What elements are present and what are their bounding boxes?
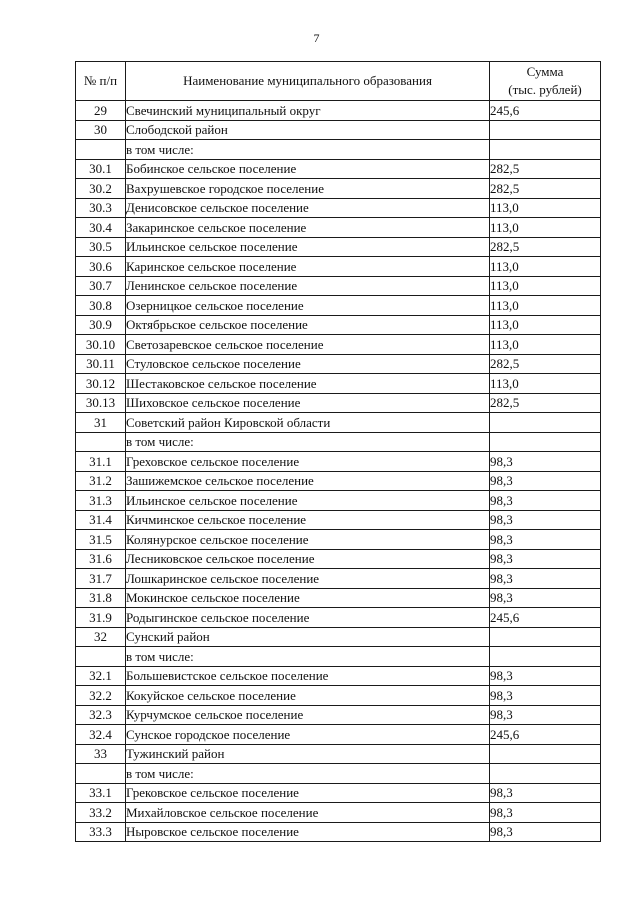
allocation-sum bbox=[490, 120, 601, 140]
row-number: 29 bbox=[76, 101, 126, 121]
municipality-name: Ныровское сельское поселение bbox=[126, 822, 490, 842]
header-sum-title: Сумма bbox=[526, 64, 564, 79]
row-number: 30.9 bbox=[76, 315, 126, 335]
allocation-sum: 113,0 bbox=[490, 218, 601, 238]
table-row bbox=[76, 783, 601, 803]
municipality-name: Озерницкое сельское поселение bbox=[126, 296, 490, 316]
municipality-name: Лошкаринское сельское поселение bbox=[126, 569, 490, 589]
table-row bbox=[76, 257, 601, 277]
row-number: 32.3 bbox=[76, 705, 126, 725]
allocation-sum: 98,3 bbox=[490, 549, 601, 569]
row-number: 33.3 bbox=[76, 822, 126, 842]
allocation-sum: 245,6 bbox=[490, 101, 601, 121]
row-number: 30.11 bbox=[76, 354, 126, 374]
allocation-table bbox=[75, 61, 601, 842]
municipality-name: Курчумское сельское поселение bbox=[126, 705, 490, 725]
table-row bbox=[76, 471, 601, 491]
row-number: 31.5 bbox=[76, 530, 126, 550]
municipality-name: Сунское городское поселение bbox=[126, 725, 490, 745]
allocation-sum bbox=[490, 432, 601, 452]
allocation-sum: 98,3 bbox=[490, 471, 601, 491]
row-number bbox=[76, 140, 126, 160]
row-number: 30.3 bbox=[76, 198, 126, 218]
allocation-sum: 282,5 bbox=[490, 237, 601, 257]
municipality-name: Кичминское сельское поселение bbox=[126, 510, 490, 530]
row-number: 31 bbox=[76, 413, 126, 433]
row-number: 31.8 bbox=[76, 588, 126, 608]
municipality-name: Закаринское сельское поселение bbox=[126, 218, 490, 238]
allocation-sum: 98,3 bbox=[490, 803, 601, 823]
municipality-name: Тужинский район bbox=[126, 744, 490, 764]
municipality-name: Ильинское сельское поселение bbox=[126, 491, 490, 511]
row-number: 30.5 bbox=[76, 237, 126, 257]
header-municipality-name: Наименование муниципального образования bbox=[126, 62, 490, 101]
row-number: 31.9 bbox=[76, 608, 126, 628]
allocation-sum: 98,3 bbox=[490, 686, 601, 706]
allocation-sum: 113,0 bbox=[490, 335, 601, 355]
row-number bbox=[76, 432, 126, 452]
allocation-sum bbox=[490, 627, 601, 647]
municipality-name: Бобинское сельское поселение bbox=[126, 159, 490, 179]
table-row bbox=[76, 296, 601, 316]
row-number: 31.7 bbox=[76, 569, 126, 589]
row-number: 32 bbox=[76, 627, 126, 647]
municipality-name: Октябрьское сельское поселение bbox=[126, 315, 490, 335]
allocation-sum: 98,3 bbox=[490, 783, 601, 803]
municipality-name: Денисовское сельское поселение bbox=[126, 198, 490, 218]
municipality-name: Вахрушевское городское поселение bbox=[126, 179, 490, 199]
municipality-name: Грековское сельское поселение bbox=[126, 783, 490, 803]
table-row bbox=[76, 666, 601, 686]
row-number: 30.8 bbox=[76, 296, 126, 316]
row-number: 33.2 bbox=[76, 803, 126, 823]
municipality-name: Свечинский муниципальный округ bbox=[126, 101, 490, 121]
municipality-name: в том числе: bbox=[126, 432, 490, 452]
row-number bbox=[76, 647, 126, 667]
allocation-sum: 282,5 bbox=[490, 179, 601, 199]
table-row bbox=[76, 647, 601, 667]
municipality-name: Кокуйское сельское поселение bbox=[126, 686, 490, 706]
row-number: 32.4 bbox=[76, 725, 126, 745]
table-row bbox=[76, 354, 601, 374]
table-row bbox=[76, 198, 601, 218]
municipality-name: Ильинское сельское поселение bbox=[126, 237, 490, 257]
allocation-sum: 113,0 bbox=[490, 276, 601, 296]
allocation-sum: 113,0 bbox=[490, 257, 601, 277]
row-number: 30.2 bbox=[76, 179, 126, 199]
municipality-name: Советский район Кировской области bbox=[126, 413, 490, 433]
allocation-sum: 245,6 bbox=[490, 725, 601, 745]
row-number: 30 bbox=[76, 120, 126, 140]
row-number: 30.13 bbox=[76, 393, 126, 413]
municipality-name: Греховское сельское поселение bbox=[126, 452, 490, 472]
row-number: 30.4 bbox=[76, 218, 126, 238]
municipality-name: Светозаревское сельское поселение bbox=[126, 335, 490, 355]
table-row bbox=[76, 608, 601, 628]
table-row bbox=[76, 705, 601, 725]
table-row bbox=[76, 315, 601, 335]
allocation-sum: 98,3 bbox=[490, 510, 601, 530]
table-header-row bbox=[76, 62, 601, 101]
municipality-name: Сунский район bbox=[126, 627, 490, 647]
table-row bbox=[76, 140, 601, 160]
page-number: 7 bbox=[313, 31, 320, 45]
allocation-sum bbox=[490, 764, 601, 784]
row-number: 31.2 bbox=[76, 471, 126, 491]
municipality-name: Зашижемское сельское поселение bbox=[126, 471, 490, 491]
allocation-sum: 113,0 bbox=[490, 198, 601, 218]
table-row bbox=[76, 803, 601, 823]
table-row bbox=[76, 686, 601, 706]
allocation-sum: 113,0 bbox=[490, 374, 601, 394]
allocation-sum: 98,3 bbox=[490, 822, 601, 842]
row-number: 32.1 bbox=[76, 666, 126, 686]
header-sum bbox=[490, 62, 601, 101]
table-row bbox=[76, 413, 601, 433]
allocation-sum: 245,6 bbox=[490, 608, 601, 628]
allocation-sum: 98,3 bbox=[490, 666, 601, 686]
table-row bbox=[76, 725, 601, 745]
municipality-name: Лесниковское сельское поселение bbox=[126, 549, 490, 569]
municipality-name: Каринское сельское поселение bbox=[126, 257, 490, 277]
row-number: 32.2 bbox=[76, 686, 126, 706]
table-row bbox=[76, 101, 601, 121]
municipality-name: в том числе: bbox=[126, 764, 490, 784]
header-number: № п/п bbox=[76, 62, 126, 101]
table-row bbox=[76, 432, 601, 452]
allocation-sum: 282,5 bbox=[490, 354, 601, 374]
municipality-name: Колянурское сельское поселение bbox=[126, 530, 490, 550]
row-number: 30.1 bbox=[76, 159, 126, 179]
allocation-sum: 98,3 bbox=[490, 530, 601, 550]
row-number: 30.7 bbox=[76, 276, 126, 296]
table-body bbox=[76, 101, 601, 842]
table-row bbox=[76, 374, 601, 394]
municipality-name: Слободской район bbox=[126, 120, 490, 140]
allocation-sum: 98,3 bbox=[490, 569, 601, 589]
table-row bbox=[76, 452, 601, 472]
allocation-sum: 98,3 bbox=[490, 588, 601, 608]
table-row bbox=[76, 120, 601, 140]
table-row bbox=[76, 510, 601, 530]
allocation-sum: 282,5 bbox=[490, 159, 601, 179]
municipality-name: Михайловское сельское поселение bbox=[126, 803, 490, 823]
table-row bbox=[76, 276, 601, 296]
allocation-sum bbox=[490, 744, 601, 764]
row-number: 33.1 bbox=[76, 783, 126, 803]
row-number: 31.3 bbox=[76, 491, 126, 511]
row-number: 31.4 bbox=[76, 510, 126, 530]
table-row bbox=[76, 569, 601, 589]
allocation-sum bbox=[490, 140, 601, 160]
municipality-name: в том числе: bbox=[126, 647, 490, 667]
header-sum-unit: (тыс. рублей) bbox=[508, 82, 582, 97]
row-number: 30.12 bbox=[76, 374, 126, 394]
table-row bbox=[76, 393, 601, 413]
table-row bbox=[76, 744, 601, 764]
municipality-name: Мокинское сельское поселение bbox=[126, 588, 490, 608]
row-number: 31.1 bbox=[76, 452, 126, 472]
table-row bbox=[76, 588, 601, 608]
allocation-sum: 98,3 bbox=[490, 491, 601, 511]
allocation-sum: 98,3 bbox=[490, 705, 601, 725]
municipality-name: Родыгинское сельское поселение bbox=[126, 608, 490, 628]
allocation-sum: 282,5 bbox=[490, 393, 601, 413]
table-row bbox=[76, 159, 601, 179]
table-row bbox=[76, 627, 601, 647]
table-row bbox=[76, 530, 601, 550]
allocation-sum bbox=[490, 647, 601, 667]
row-number: 33 bbox=[76, 744, 126, 764]
row-number: 30.6 bbox=[76, 257, 126, 277]
municipality-name: Большевистское сельское поселение bbox=[126, 666, 490, 686]
table-row bbox=[76, 218, 601, 238]
table-row bbox=[76, 179, 601, 199]
row-number: 31.6 bbox=[76, 549, 126, 569]
municipality-name: в том числе: bbox=[126, 140, 490, 160]
table-row bbox=[76, 764, 601, 784]
municipality-name: Ленинское сельское поселение bbox=[126, 276, 490, 296]
allocation-sum: 113,0 bbox=[490, 315, 601, 335]
table-row bbox=[76, 822, 601, 842]
municipality-name: Стуловское сельское поселение bbox=[126, 354, 490, 374]
row-number bbox=[76, 764, 126, 784]
municipality-name: Шиховское сельское поселение bbox=[126, 393, 490, 413]
table-row bbox=[76, 335, 601, 355]
municipality-name: Шестаковское сельское поселение bbox=[126, 374, 490, 394]
allocation-sum: 98,3 bbox=[490, 452, 601, 472]
table-row bbox=[76, 491, 601, 511]
row-number: 30.10 bbox=[76, 335, 126, 355]
table-row bbox=[76, 549, 601, 569]
table-row bbox=[76, 237, 601, 257]
allocation-sum: 113,0 bbox=[490, 296, 601, 316]
allocation-sum bbox=[490, 413, 601, 433]
